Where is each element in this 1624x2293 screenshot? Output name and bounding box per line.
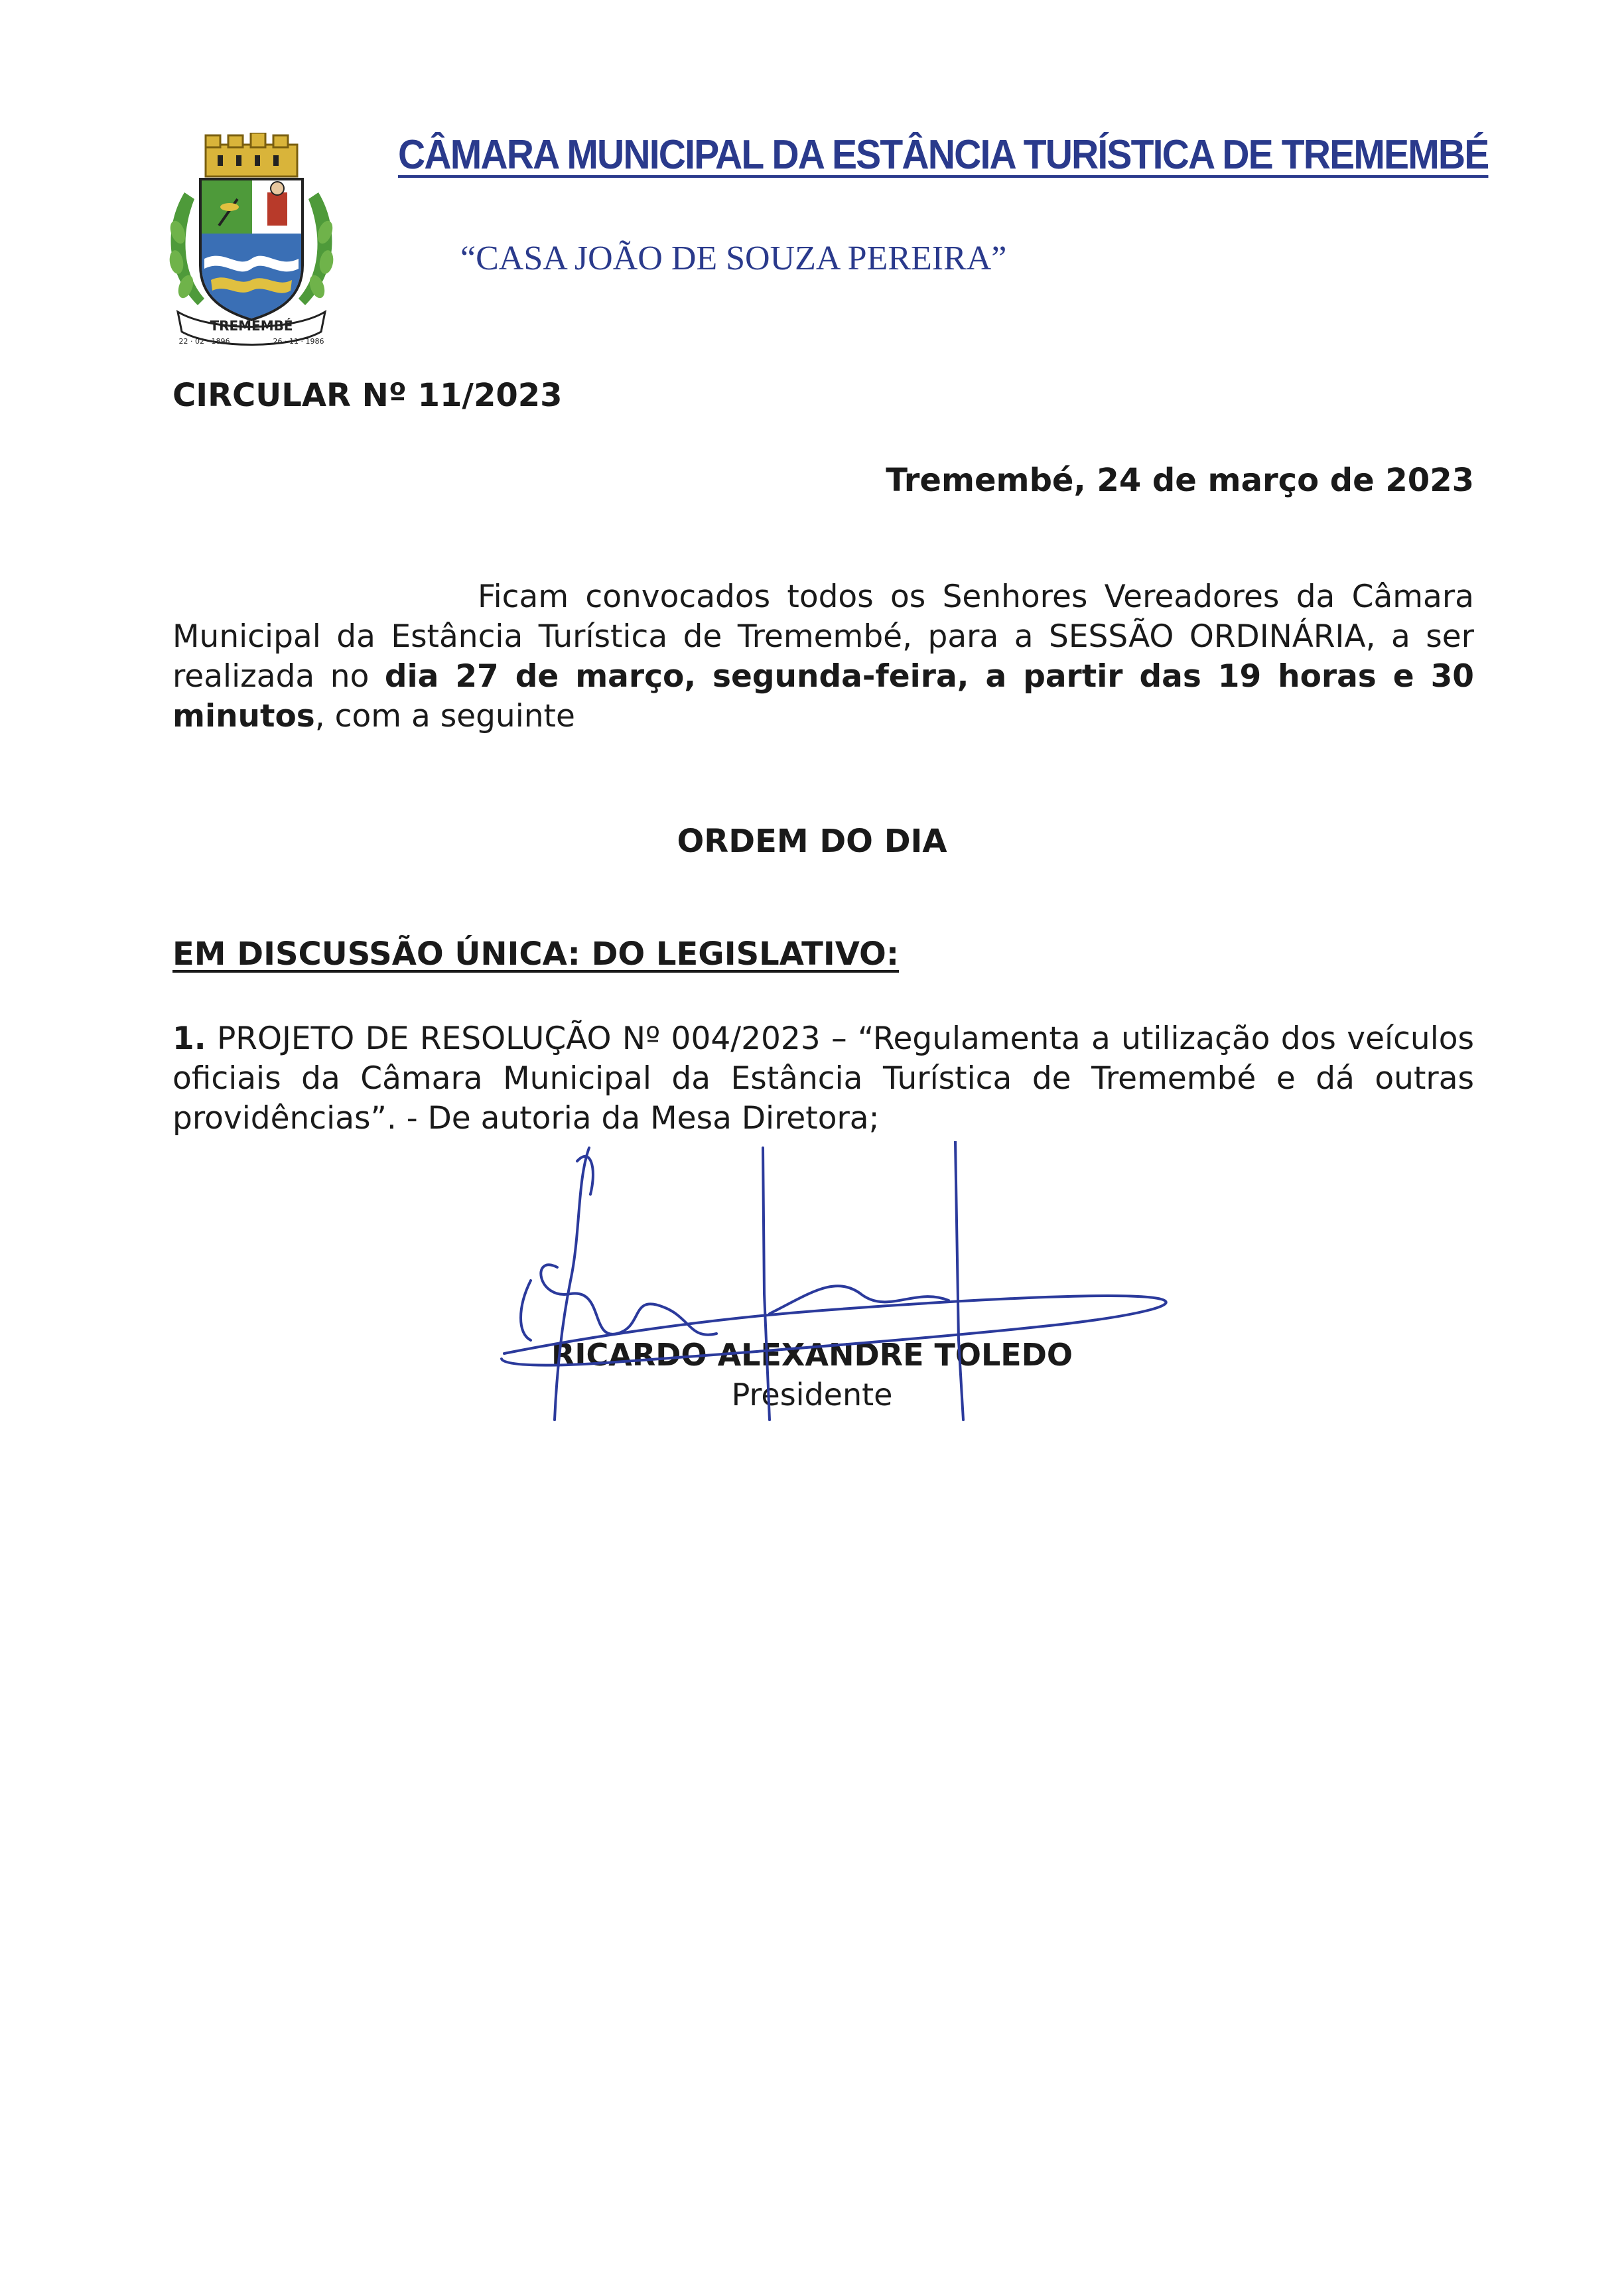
date-line: Tremembé, 24 de março de 2023 — [886, 462, 1474, 499]
ordem-do-dia-title: ORDEM DO DIA — [677, 823, 947, 860]
agenda-item-text: PROJETO DE RESOLUÇÃO Nº 004/2023 – “Regulamenta a utilização dos veículos oficiais da Câmara Municipal da Estância Turística de Tremembé e dá outras providências”. - De autoria da Mesa Diretora; — [172, 1020, 1474, 1137]
agenda-item — [172, 1019, 1474, 1139]
header-title: CÂMARA MUNICIPAL DA ESTÂNCIA TURÍSTICA DE TREMEMBÉ — [398, 132, 1489, 178]
intro-paragraph — [172, 577, 1474, 736]
crest-banner-text: TREMEMBÉ — [210, 318, 293, 334]
city-crest-logo — [158, 133, 345, 352]
crest-date-left: 22 · 02 · 1896 — [178, 337, 230, 346]
circular-number: CIRCULAR Nº 11/2023 — [172, 377, 563, 414]
crest-date-right: 26 · 11 · 1986 — [273, 337, 324, 346]
header-subtitle: “CASA JOÃO DE SOUZA PEREIRA” — [460, 240, 1007, 277]
intro-text-2: , com a seguinte — [314, 698, 575, 734]
handwritten-signature — [491, 1141, 1181, 1553]
intro-session-time: dia 27 de março, segunda-feira, a partir das 19 horas e 30 minutos — [172, 658, 1475, 734]
intro-text-1: Ficam convocados todos os Senhores Vereadores da Câmara Municipal da Estância Turística de Tremembé, para a SESSÃO ORDINÁRIA, a ser realizada no — [172, 579, 1474, 695]
agenda-item-number: 1. — [172, 1020, 206, 1057]
signer-role: Presidente — [731, 1377, 893, 1413]
signer-name: RICARDO ALEXANDRE TOLEDO — [551, 1337, 1073, 1373]
section-title: EM DISCUSSÃO ÚNICA: DO LEGISLATIVO: — [172, 936, 900, 973]
